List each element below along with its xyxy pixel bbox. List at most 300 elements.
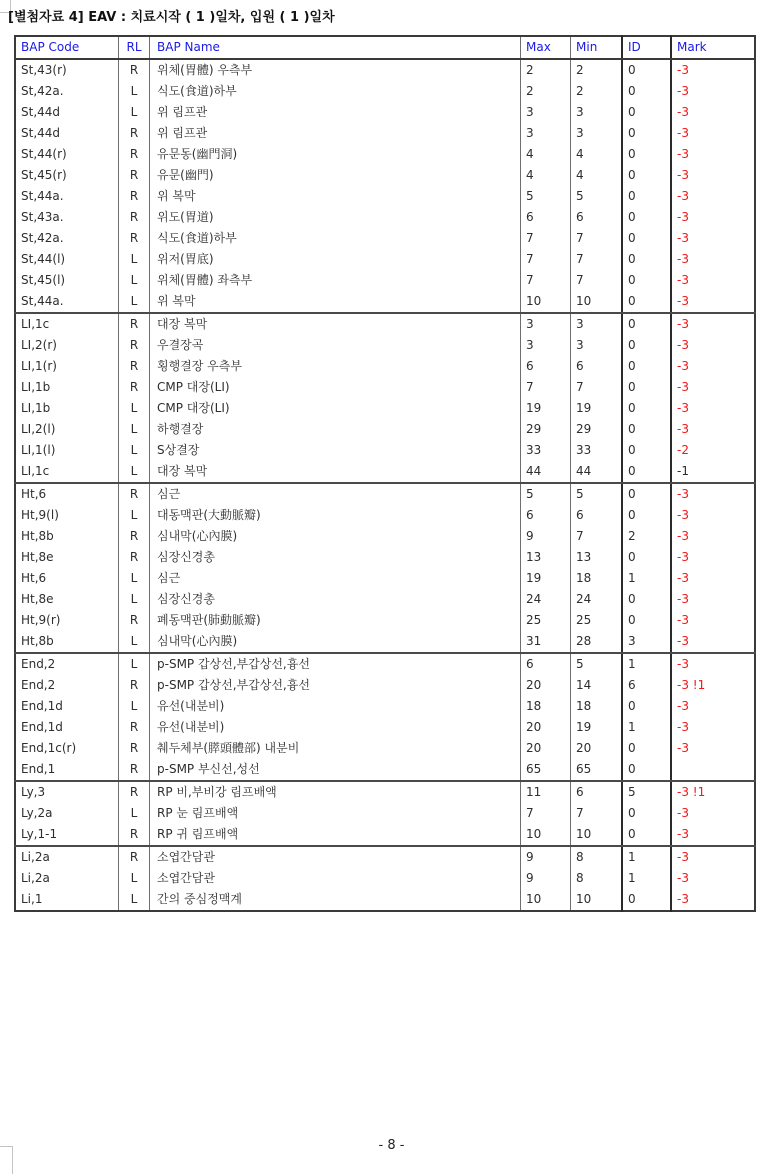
table-row bbox=[15, 228, 755, 249]
cell-mark: -3 bbox=[671, 186, 755, 207]
cell-bap-name: S상결장 bbox=[150, 440, 521, 461]
cell-bap-code: LI,2(r) bbox=[15, 335, 119, 356]
cell-max: 6 bbox=[521, 653, 571, 675]
cell-bap-code: End,1c(r) bbox=[15, 738, 119, 759]
cell-bap-name: 위도(胃道) bbox=[150, 207, 521, 228]
cell-id: 0 bbox=[622, 738, 671, 759]
cell-bap-name: CMP 대장(LI) bbox=[150, 377, 521, 398]
cell-rl: L bbox=[119, 653, 150, 675]
cell-bap-name: 간의 중심정맥계 bbox=[150, 889, 521, 911]
header-id: ID bbox=[622, 36, 671, 59]
cell-bap-code: Ly,1-1 bbox=[15, 824, 119, 846]
cell-bap-name: RP 귀 림프배액 bbox=[150, 824, 521, 846]
cell-max: 6 bbox=[521, 356, 571, 377]
cell-max: 2 bbox=[521, 81, 571, 102]
cell-id: 0 bbox=[622, 889, 671, 911]
cell-min: 8 bbox=[571, 868, 623, 889]
table-row bbox=[15, 377, 755, 398]
table-row bbox=[15, 165, 755, 186]
table-row bbox=[15, 398, 755, 419]
cell-bap-code: Ht,6 bbox=[15, 568, 119, 589]
cell-bap-code: Ht,9(r) bbox=[15, 610, 119, 631]
cell-max: 33 bbox=[521, 440, 571, 461]
cell-bap-code: Ly,3 bbox=[15, 781, 119, 803]
cell-rl: R bbox=[119, 335, 150, 356]
cell-id: 0 bbox=[622, 123, 671, 144]
cell-id: 0 bbox=[622, 144, 671, 165]
cell-max: 7 bbox=[521, 377, 571, 398]
table-row bbox=[15, 186, 755, 207]
cell-mark: -3 !1 bbox=[671, 781, 755, 803]
cell-max: 9 bbox=[521, 526, 571, 547]
cell-rl: L bbox=[119, 270, 150, 291]
table-row bbox=[15, 738, 755, 759]
cell-rl: L bbox=[119, 803, 150, 824]
cell-id: 0 bbox=[622, 207, 671, 228]
cell-mark: -3 bbox=[671, 398, 755, 419]
cell-rl: R bbox=[119, 759, 150, 781]
table-row bbox=[15, 526, 755, 547]
cell-max: 6 bbox=[521, 207, 571, 228]
cell-rl: R bbox=[119, 526, 150, 547]
cell-bap-name: 하행결장 bbox=[150, 419, 521, 440]
cell-max: 25 bbox=[521, 610, 571, 631]
cell-max: 7 bbox=[521, 228, 571, 249]
table-row bbox=[15, 59, 755, 81]
cell-id: 0 bbox=[622, 186, 671, 207]
table-row bbox=[15, 207, 755, 228]
header-mark: Mark bbox=[671, 36, 755, 59]
cell-id: 0 bbox=[622, 335, 671, 356]
cell-min: 29 bbox=[571, 419, 623, 440]
cell-min: 18 bbox=[571, 568, 623, 589]
cell-bap-code: St,44d bbox=[15, 123, 119, 144]
table-row bbox=[15, 568, 755, 589]
cell-id: 1 bbox=[622, 846, 671, 868]
cell-max: 13 bbox=[521, 547, 571, 568]
cell-min: 5 bbox=[571, 653, 623, 675]
cell-max: 31 bbox=[521, 631, 571, 653]
cell-mark: -3 bbox=[671, 889, 755, 911]
cell-max: 20 bbox=[521, 717, 571, 738]
cell-bap-code: End,2 bbox=[15, 653, 119, 675]
cell-bap-name: 위 복막 bbox=[150, 186, 521, 207]
table-row bbox=[15, 653, 755, 675]
cell-id: 0 bbox=[622, 440, 671, 461]
cell-id: 0 bbox=[622, 270, 671, 291]
cell-min: 25 bbox=[571, 610, 623, 631]
cell-id: 1 bbox=[622, 868, 671, 889]
cell-rl: R bbox=[119, 824, 150, 846]
cell-min: 65 bbox=[571, 759, 623, 781]
cell-id: 0 bbox=[622, 589, 671, 610]
cell-rl: R bbox=[119, 717, 150, 738]
cell-bap-name: p-SMP 갑상선,부갑상선,흉선 bbox=[150, 653, 521, 675]
cell-mark: -3 bbox=[671, 59, 755, 81]
cell-bap-name: 위저(胃底) bbox=[150, 249, 521, 270]
cell-rl: R bbox=[119, 610, 150, 631]
cell-rl: R bbox=[119, 483, 150, 505]
cell-max: 6 bbox=[521, 505, 571, 526]
cell-mark: -3 bbox=[671, 419, 755, 440]
cell-rl: L bbox=[119, 398, 150, 419]
cell-id: 0 bbox=[622, 483, 671, 505]
cell-mark: -3 bbox=[671, 165, 755, 186]
cell-min: 19 bbox=[571, 717, 623, 738]
cell-min: 6 bbox=[571, 505, 623, 526]
cell-mark: -3 bbox=[671, 335, 755, 356]
cell-bap-code: Ht,6 bbox=[15, 483, 119, 505]
cell-rl: R bbox=[119, 165, 150, 186]
cell-rl: R bbox=[119, 144, 150, 165]
cell-bap-name: 대장 복막 bbox=[150, 313, 521, 335]
cell-mark: -3 bbox=[671, 717, 755, 738]
cell-min: 33 bbox=[571, 440, 623, 461]
cell-rl: L bbox=[119, 696, 150, 717]
table-row bbox=[15, 868, 755, 889]
cell-bap-code: End,2 bbox=[15, 675, 119, 696]
cell-min: 19 bbox=[571, 398, 623, 419]
cell-id: 0 bbox=[622, 165, 671, 186]
cell-bap-code: St,44d bbox=[15, 102, 119, 123]
cell-max: 10 bbox=[521, 889, 571, 911]
cell-bap-code: LI,1b bbox=[15, 398, 119, 419]
cell-mark: -3 bbox=[671, 610, 755, 631]
cell-id: 0 bbox=[622, 759, 671, 781]
cell-bap-name: CMP 대장(LI) bbox=[150, 398, 521, 419]
table-row bbox=[15, 270, 755, 291]
page-number: - 8 - bbox=[378, 1138, 405, 1153]
cell-rl: R bbox=[119, 781, 150, 803]
cell-bap-name: RP 눈 림프배액 bbox=[150, 803, 521, 824]
cell-mark: -3 bbox=[671, 270, 755, 291]
cell-bap-name: 유문동(幽門洞) bbox=[150, 144, 521, 165]
cell-bap-name: 심내막(心內膜) bbox=[150, 526, 521, 547]
table-row bbox=[15, 356, 755, 377]
cell-rl: R bbox=[119, 186, 150, 207]
cell-id: 1 bbox=[622, 568, 671, 589]
cell-rl: L bbox=[119, 868, 150, 889]
cell-mark: -3 bbox=[671, 653, 755, 675]
cell-rl: L bbox=[119, 631, 150, 653]
cell-id: 0 bbox=[622, 228, 671, 249]
cell-rl: L bbox=[119, 889, 150, 911]
cell-rl: R bbox=[119, 59, 150, 81]
cell-min: 2 bbox=[571, 81, 623, 102]
cell-mark: -3 bbox=[671, 526, 755, 547]
cell-bap-name: 위 림프관 bbox=[150, 102, 521, 123]
cell-rl: R bbox=[119, 846, 150, 868]
cell-bap-name: 우결장곡 bbox=[150, 335, 521, 356]
cell-rl: L bbox=[119, 440, 150, 461]
cell-id: 0 bbox=[622, 419, 671, 440]
cell-mark: -3 bbox=[671, 631, 755, 653]
cell-mark: -3 bbox=[671, 505, 755, 526]
cell-rl: R bbox=[119, 377, 150, 398]
cell-max: 44 bbox=[521, 461, 571, 483]
cell-bap-code: LI,1b bbox=[15, 377, 119, 398]
cell-max: 7 bbox=[521, 249, 571, 270]
cell-mark: -2 bbox=[671, 440, 755, 461]
cell-mark: -3 !1 bbox=[671, 675, 755, 696]
cell-bap-code: Ht,8e bbox=[15, 589, 119, 610]
cell-bap-name: 식도(食道)하부 bbox=[150, 81, 521, 102]
cell-mark: -3 bbox=[671, 483, 755, 505]
cell-bap-code: St,43(r) bbox=[15, 59, 119, 81]
cell-max: 5 bbox=[521, 186, 571, 207]
cell-max: 7 bbox=[521, 270, 571, 291]
cell-max: 19 bbox=[521, 568, 571, 589]
page-corner-mark-bottom bbox=[0, 1146, 13, 1174]
table-row bbox=[15, 610, 755, 631]
cell-max: 7 bbox=[521, 803, 571, 824]
cell-bap-name: 유문(幽門) bbox=[150, 165, 521, 186]
table-row bbox=[15, 696, 755, 717]
cell-bap-name: 폐동맥판(肺動脈瓣) bbox=[150, 610, 521, 631]
cell-mark: -3 bbox=[671, 568, 755, 589]
cell-max: 10 bbox=[521, 824, 571, 846]
cell-bap-code: St,45(r) bbox=[15, 165, 119, 186]
cell-max: 3 bbox=[521, 335, 571, 356]
table-row bbox=[15, 144, 755, 165]
table-row bbox=[15, 249, 755, 270]
cell-bap-name: 식도(食道)하부 bbox=[150, 228, 521, 249]
cell-max: 4 bbox=[521, 165, 571, 186]
cell-min: 18 bbox=[571, 696, 623, 717]
cell-min: 6 bbox=[571, 781, 623, 803]
table-row bbox=[15, 675, 755, 696]
cell-bap-code: LI,1c bbox=[15, 461, 119, 483]
cell-mark: -3 bbox=[671, 228, 755, 249]
cell-mark: -3 bbox=[671, 123, 755, 144]
cell-mark: -3 bbox=[671, 589, 755, 610]
cell-bap-code: St,45(l) bbox=[15, 270, 119, 291]
table-row bbox=[15, 123, 755, 144]
cell-bap-code: End,1d bbox=[15, 717, 119, 738]
eav-table bbox=[14, 35, 756, 912]
cell-bap-name: 대장 복막 bbox=[150, 461, 521, 483]
cell-max: 20 bbox=[521, 675, 571, 696]
table-row bbox=[15, 505, 755, 526]
cell-min: 5 bbox=[571, 483, 623, 505]
cell-id: 0 bbox=[622, 291, 671, 313]
cell-id: 0 bbox=[622, 81, 671, 102]
cell-mark bbox=[671, 759, 755, 781]
cell-mark: -3 bbox=[671, 207, 755, 228]
cell-id: 5 bbox=[622, 781, 671, 803]
cell-max: 4 bbox=[521, 144, 571, 165]
cell-mark: -3 bbox=[671, 377, 755, 398]
cell-id: 0 bbox=[622, 377, 671, 398]
cell-id: 0 bbox=[622, 356, 671, 377]
cell-min: 20 bbox=[571, 738, 623, 759]
cell-bap-name: 위 림프관 bbox=[150, 123, 521, 144]
table-row bbox=[15, 419, 755, 440]
cell-id: 1 bbox=[622, 653, 671, 675]
cell-rl: R bbox=[119, 547, 150, 568]
cell-rl: R bbox=[119, 123, 150, 144]
cell-bap-name: 횡행결장 우측부 bbox=[150, 356, 521, 377]
cell-max: 10 bbox=[521, 291, 571, 313]
header-rl: RL bbox=[119, 36, 150, 59]
eav-table-header bbox=[15, 36, 755, 59]
cell-bap-code: Ly,2a bbox=[15, 803, 119, 824]
cell-bap-name: 위체(胃體) 좌측부 bbox=[150, 270, 521, 291]
table-row bbox=[15, 547, 755, 568]
cell-max: 11 bbox=[521, 781, 571, 803]
table-row bbox=[15, 335, 755, 356]
table-row bbox=[15, 803, 755, 824]
cell-min: 3 bbox=[571, 102, 623, 123]
header-row bbox=[15, 36, 755, 59]
cell-rl: L bbox=[119, 589, 150, 610]
cell-bap-code: Ht,8b bbox=[15, 526, 119, 547]
cell-min: 10 bbox=[571, 824, 623, 846]
cell-max: 3 bbox=[521, 313, 571, 335]
cell-rl: L bbox=[119, 249, 150, 270]
cell-bap-code: Li,2a bbox=[15, 868, 119, 889]
cell-id: 0 bbox=[622, 461, 671, 483]
cell-min: 7 bbox=[571, 526, 623, 547]
cell-mark: -3 bbox=[671, 249, 755, 270]
cell-rl: L bbox=[119, 102, 150, 123]
cell-id: 0 bbox=[622, 696, 671, 717]
cell-bap-code: End,1d bbox=[15, 696, 119, 717]
cell-rl: L bbox=[119, 461, 150, 483]
cell-id: 1 bbox=[622, 717, 671, 738]
cell-bap-name: 위 복막 bbox=[150, 291, 521, 313]
header-bap-code: BAP Code bbox=[15, 36, 119, 59]
cell-mark: -3 bbox=[671, 547, 755, 568]
cell-mark: -3 bbox=[671, 824, 755, 846]
header-max: Max bbox=[521, 36, 571, 59]
cell-max: 20 bbox=[521, 738, 571, 759]
cell-max: 18 bbox=[521, 696, 571, 717]
cell-id: 0 bbox=[622, 249, 671, 270]
cell-min: 28 bbox=[571, 631, 623, 653]
cell-bap-code: LI,1(r) bbox=[15, 356, 119, 377]
cell-rl: R bbox=[119, 207, 150, 228]
cell-mark: -3 bbox=[671, 291, 755, 313]
cell-bap-name: 심장신경총 bbox=[150, 589, 521, 610]
cell-id: 0 bbox=[622, 803, 671, 824]
cell-min: 3 bbox=[571, 313, 623, 335]
cell-min: 7 bbox=[571, 270, 623, 291]
cell-bap-code: Li,2a bbox=[15, 846, 119, 868]
eav-table-body bbox=[15, 59, 755, 911]
table-row bbox=[15, 759, 755, 781]
cell-min: 24 bbox=[571, 589, 623, 610]
cell-min: 7 bbox=[571, 249, 623, 270]
cell-mark: -3 bbox=[671, 356, 755, 377]
cell-bap-code: End,1 bbox=[15, 759, 119, 781]
cell-min: 44 bbox=[571, 461, 623, 483]
cell-min: 14 bbox=[571, 675, 623, 696]
cell-min: 10 bbox=[571, 291, 623, 313]
cell-max: 29 bbox=[521, 419, 571, 440]
cell-bap-code: LI,2(l) bbox=[15, 419, 119, 440]
cell-id: 0 bbox=[622, 102, 671, 123]
cell-rl: R bbox=[119, 313, 150, 335]
cell-max: 9 bbox=[521, 846, 571, 868]
cell-mark: -3 bbox=[671, 81, 755, 102]
cell-bap-code: St,44a. bbox=[15, 186, 119, 207]
cell-rl: L bbox=[119, 505, 150, 526]
cell-bap-name: 위체(胃體) 우측부 bbox=[150, 59, 521, 81]
table-row bbox=[15, 102, 755, 123]
cell-id: 2 bbox=[622, 526, 671, 547]
table-row bbox=[15, 440, 755, 461]
cell-bap-name: 유선(내분비) bbox=[150, 717, 521, 738]
cell-min: 8 bbox=[571, 846, 623, 868]
cell-bap-code: St,42a. bbox=[15, 81, 119, 102]
cell-min: 7 bbox=[571, 377, 623, 398]
cell-max: 2 bbox=[521, 59, 571, 81]
cell-min: 3 bbox=[571, 123, 623, 144]
cell-min: 5 bbox=[571, 186, 623, 207]
cell-bap-code: LI,1(l) bbox=[15, 440, 119, 461]
cell-bap-name: 심내막(心內膜) bbox=[150, 631, 521, 653]
cell-mark: -3 bbox=[671, 846, 755, 868]
cell-bap-code: Li,1 bbox=[15, 889, 119, 911]
table-row bbox=[15, 889, 755, 911]
cell-bap-code: St,43a. bbox=[15, 207, 119, 228]
cell-bap-name: 대동맥판(大動脈瓣) bbox=[150, 505, 521, 526]
cell-mark: -1 bbox=[671, 461, 755, 483]
table-row bbox=[15, 81, 755, 102]
cell-rl: L bbox=[119, 291, 150, 313]
cell-min: 7 bbox=[571, 803, 623, 824]
cell-bap-name: 심장신경총 bbox=[150, 547, 521, 568]
cell-id: 0 bbox=[622, 398, 671, 419]
cell-min: 2 bbox=[571, 59, 623, 81]
cell-max: 3 bbox=[521, 102, 571, 123]
cell-mark: -3 bbox=[671, 102, 755, 123]
cell-id: 0 bbox=[622, 547, 671, 568]
table-row bbox=[15, 846, 755, 868]
cell-bap-name: 심근 bbox=[150, 568, 521, 589]
cell-min: 7 bbox=[571, 228, 623, 249]
cell-rl: R bbox=[119, 356, 150, 377]
header-bap-name: BAP Name bbox=[150, 36, 521, 59]
cell-rl: R bbox=[119, 228, 150, 249]
cell-min: 4 bbox=[571, 144, 623, 165]
cell-mark: -3 bbox=[671, 144, 755, 165]
cell-rl: L bbox=[119, 419, 150, 440]
cell-mark: -3 bbox=[671, 738, 755, 759]
cell-bap-code: Ht,8e bbox=[15, 547, 119, 568]
cell-mark: -3 bbox=[671, 313, 755, 335]
cell-mark: -3 bbox=[671, 696, 755, 717]
table-row bbox=[15, 631, 755, 653]
table-row bbox=[15, 483, 755, 505]
cell-bap-name: 소엽간담관 bbox=[150, 868, 521, 889]
cell-max: 65 bbox=[521, 759, 571, 781]
cell-id: 0 bbox=[622, 610, 671, 631]
cell-bap-code: St,44(r) bbox=[15, 144, 119, 165]
cell-mark: -3 bbox=[671, 803, 755, 824]
cell-bap-code: Ht,8b bbox=[15, 631, 119, 653]
cell-id: 3 bbox=[622, 631, 671, 653]
cell-mark: -3 bbox=[671, 868, 755, 889]
cell-bap-name: 췌두체부(膵頭體部) 내분비 bbox=[150, 738, 521, 759]
cell-id: 0 bbox=[622, 824, 671, 846]
cell-min: 13 bbox=[571, 547, 623, 568]
cell-min: 6 bbox=[571, 356, 623, 377]
header-min: Min bbox=[571, 36, 623, 59]
table-row bbox=[15, 291, 755, 313]
cell-bap-name: RP 비,부비강 림프배액 bbox=[150, 781, 521, 803]
